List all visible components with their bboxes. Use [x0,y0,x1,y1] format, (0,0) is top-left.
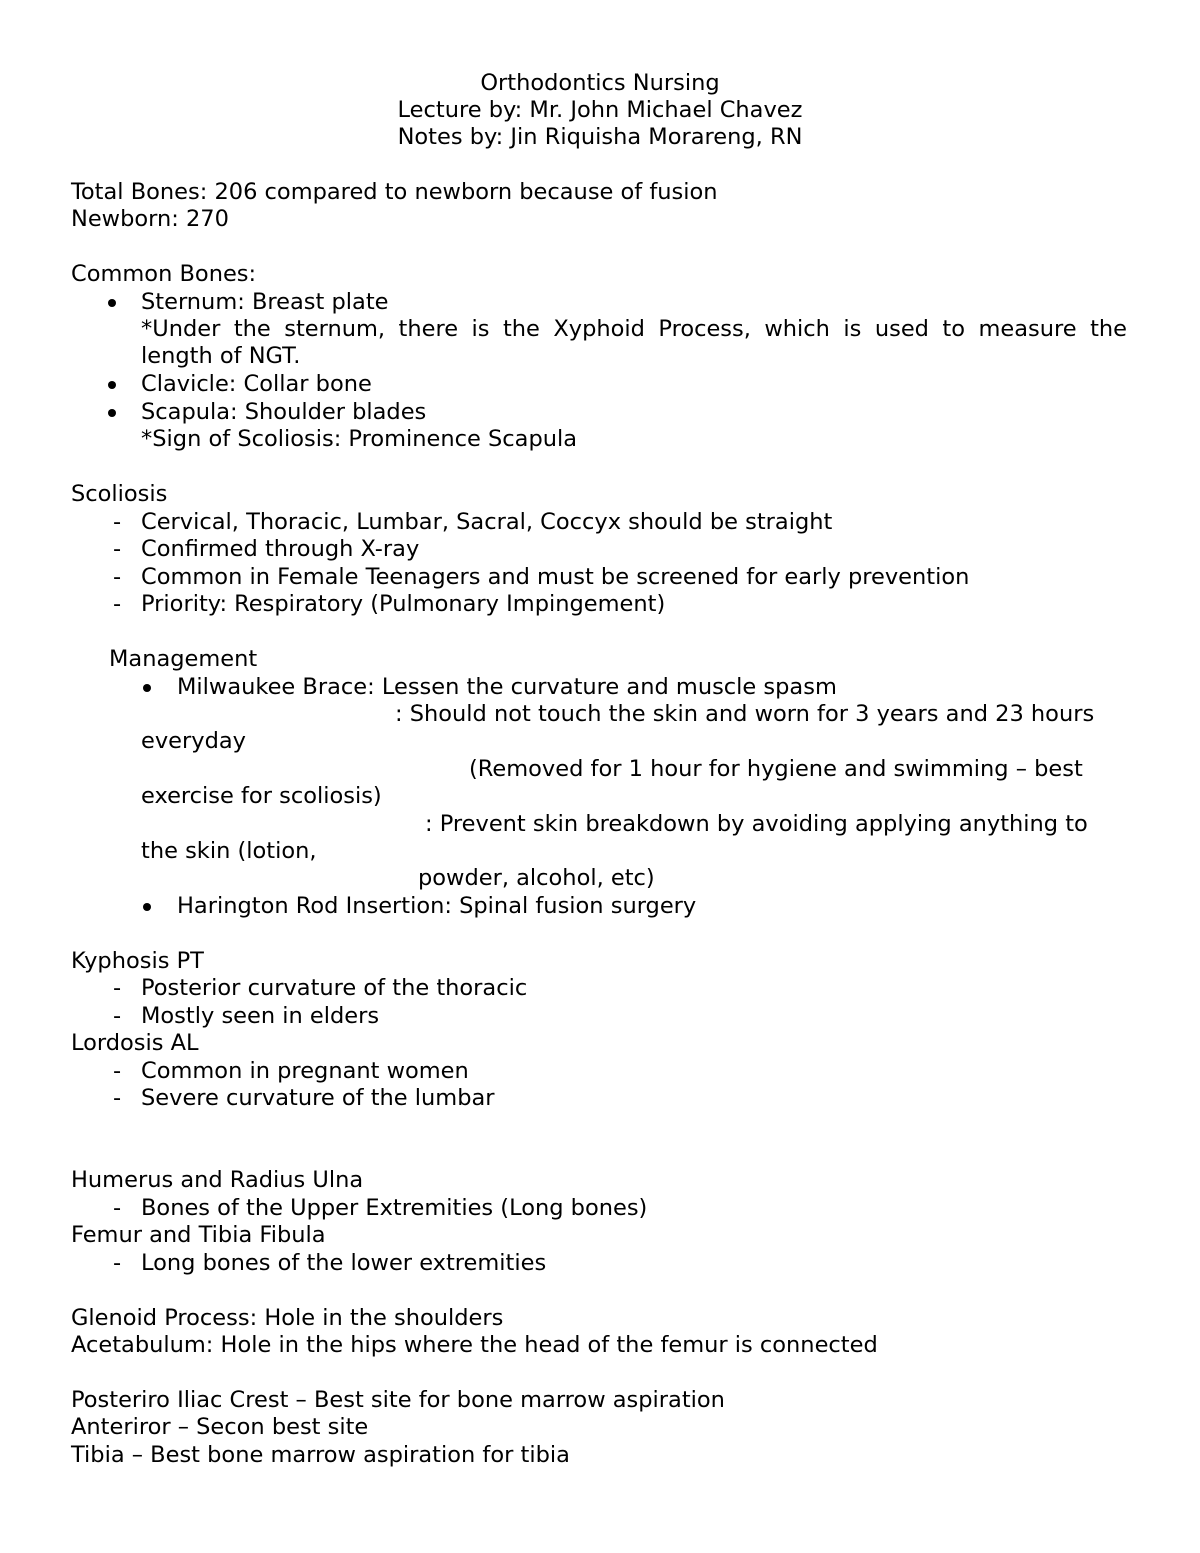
bullet-icon [108,381,116,389]
total-bones-line: Total Bones: 206 compared to newborn because of fusion [71,179,718,205]
bullet-icon [108,299,116,307]
dash-bullet: - [113,1250,122,1276]
dash-bullet: - [113,1003,122,1029]
list-item: Posterior curvature of the thoracic [141,975,528,1001]
sternum-item: Sternum: Breast plate [141,289,389,315]
milwaukee-note-3-cont2: powder, alcohol, etc) [418,865,655,891]
scoliosis-heading: Scoliosis [71,481,168,507]
milwaukee-note-1-cont: everyday [141,728,246,754]
sternum-note-cont: length of NGT. [141,343,301,369]
bullet-icon [108,409,116,417]
list-item: Cervical, Thoracic, Lumbar, Sacral, Coccyx should be straight [141,509,833,535]
list-item: Common in Female Teenagers and must be screened for early prevention [141,564,970,590]
dash-bullet: - [113,1058,122,1084]
scapula-item: Scapula: Shoulder blades [141,399,427,425]
scapula-note: *Sign of Scoliosis: Prominence Scapula [141,426,578,452]
milwaukee-note-2-cont: exercise for scoliosis) [141,783,382,809]
anterior-line: Anteriror – Secon best site [71,1414,369,1440]
newborn-line: Newborn: 270 [71,206,229,232]
list-item: Priority: Respiratory (Pulmonary Impingement) [141,591,666,617]
posterior-iliac-line: Posteriro Iliac Crest – Best site for bone marrow aspiration [71,1387,725,1413]
lordosis-heading: Lordosis AL [71,1030,199,1056]
management-heading: Management [109,646,258,672]
common-bones-heading: Common Bones: [71,261,257,287]
acetabulum-line: Acetabulum: Hole in the hips where the head of the femur is connected [71,1332,878,1358]
list-item: Common in pregnant women [141,1058,469,1084]
clavicle-item: Clavicle: Collar bone [141,371,372,397]
harington-item: Harington Rod Insertion: Spinal fusion surgery [177,893,697,919]
list-item: Long bones of the lower extremities [141,1250,547,1276]
dash-bullet: - [113,536,122,562]
femur-heading: Femur and Tibia Fibula [71,1222,326,1248]
document-title: Orthodontics Nursing [480,70,720,96]
bullet-icon [143,684,151,692]
milwaukee-note-1: : Should not touch the skin and worn for 3 years and 23 hours [395,701,1095,727]
milwaukee-note-3-cont: the skin (lotion, [141,838,317,864]
sternum-note: *Under the sternum, there is the Xyphoid Process, which is used to measure the [141,316,1127,342]
dash-bullet: - [113,591,122,617]
kyphosis-heading: Kyphosis PT [71,948,204,974]
tibia-line: Tibia – Best bone marrow aspiration for tibia [71,1442,570,1468]
list-item: Bones of the Upper Extremities (Long bones) [141,1195,648,1221]
lecturer-line: Lecture by: Mr. John Michael Chavez [397,97,803,123]
milwaukee-note-3: : Prevent skin breakdown by avoiding applying anything to [425,811,1088,837]
list-item: Severe curvature of the lumbar [141,1085,495,1111]
milwaukee-item: Milwaukee Brace: Lessen the curvature and muscle spasm [177,674,837,700]
glenoid-line: Glenoid Process: Hole in the shoulders [71,1305,504,1331]
milwaukee-note-2: (Removed for 1 hour for hygiene and swimming – best [469,756,1083,782]
dash-bullet: - [113,975,122,1001]
bullet-icon [143,903,151,911]
list-item: Confirmed through X-ray [141,536,420,562]
list-item: Mostly seen in elders [141,1003,380,1029]
humerus-heading: Humerus and Radius Ulna [71,1167,364,1193]
dash-bullet: - [113,564,122,590]
dash-bullet: - [113,1085,122,1111]
dash-bullet: - [113,1195,122,1221]
dash-bullet: - [113,509,122,535]
notes-by-line: Notes by: Jin Riquisha Morareng, RN [397,124,803,150]
